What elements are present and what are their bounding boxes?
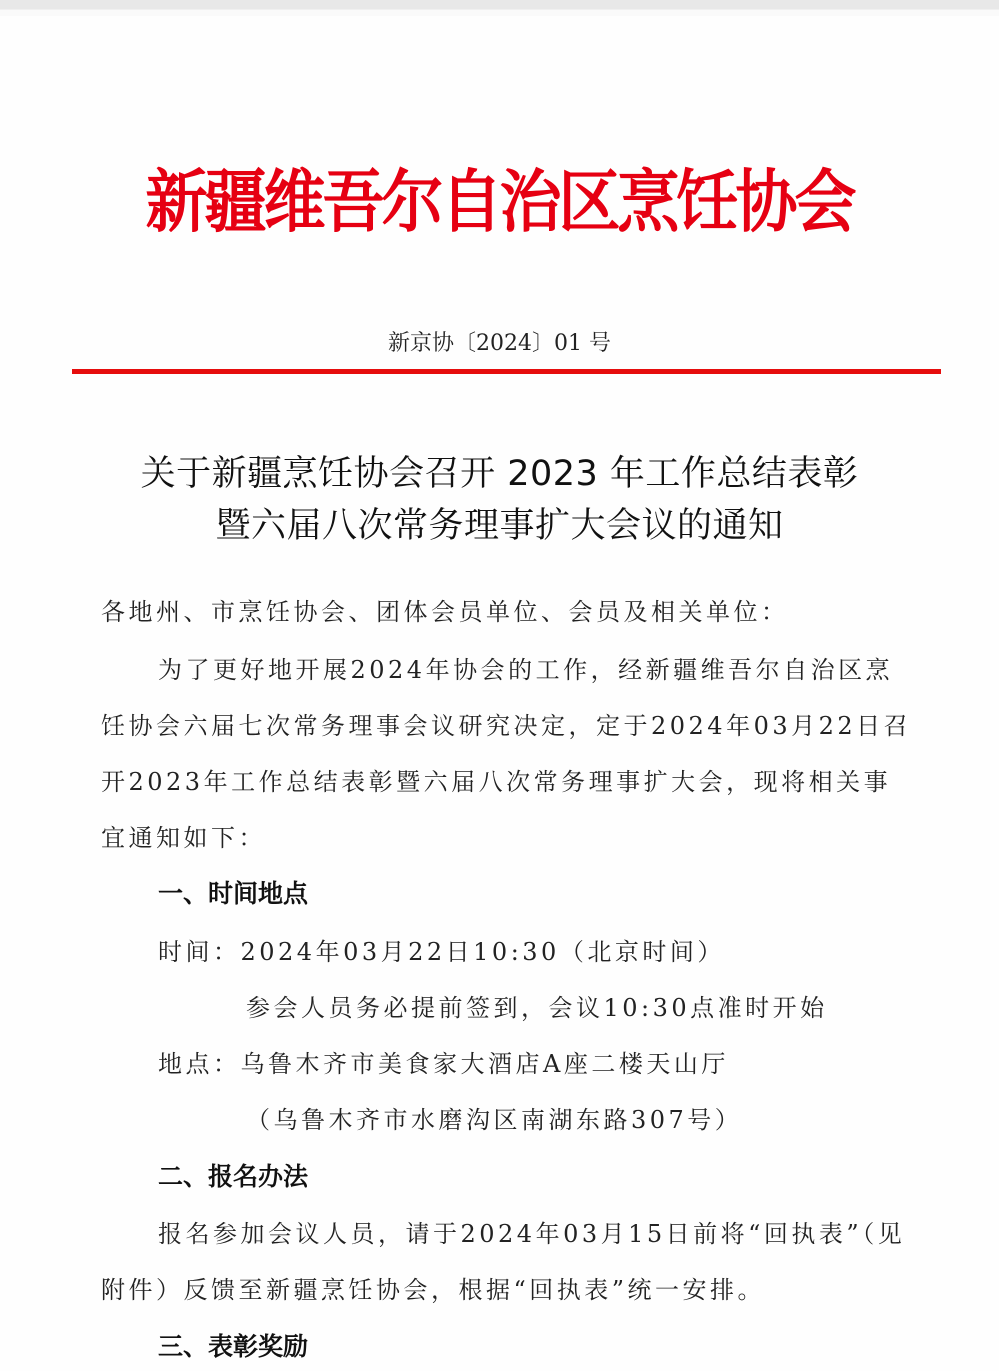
intro-line-4: 宜通知如下：: [101, 824, 266, 852]
section-heading-registration: 二、报名办法: [158, 1162, 309, 1191]
viewer-top-bar: [0, 0, 999, 10]
notice-title-line-2: 暨六届八次常务理事扩大会议的通知: [215, 506, 784, 546]
salutation: 各地州、市烹饪协会、团体会员单位、会员及相关单位：: [101, 598, 789, 626]
meeting-address: （乌鲁木齐市水磨沟区南湖东路307号）: [246, 1106, 743, 1134]
meeting-place: 地点：乌鲁木齐市美食家大酒店A座二楼天山厅: [158, 1050, 729, 1078]
section-heading-time-place: 一、时间地点: [158, 879, 309, 908]
section-heading-awards: 三、表彰奖励: [158, 1332, 309, 1361]
intro-line-2: 饪协会六届七次常务理事会议研究决定，定于2024年03月22日召: [101, 712, 912, 740]
viewer-top-shadow: [0, 10, 999, 16]
meeting-time: 时间：2024年03月22日10:30（北京时间）: [158, 938, 725, 966]
registration-line-1: 报名参加会议人员，请于2024年03月15日前将“回执表”（见: [158, 1220, 906, 1248]
organization-letterhead: 新疆维吾尔自治区烹饪协会: [145, 161, 854, 243]
intro-line-1: 为了更好地开展2024年协会的工作，经新疆维吾尔自治区烹: [158, 656, 894, 684]
red-divider-line: [72, 369, 941, 374]
registration-line-2: 附件）反馈至新疆烹饪协会，根据“回执表”统一安排。: [101, 1276, 766, 1304]
notice-title: [0, 448, 999, 552]
document-number: 新京协〔2024〕01 号: [388, 331, 611, 356]
sign-in-note: 参会人员务必提前签到，会议10:30点准时开始: [246, 994, 828, 1022]
notice-title-line-1: 关于新疆烹饪协会召开 2023 年工作总结表彰: [140, 454, 859, 494]
intro-line-3: 开2023年工作总结表彰暨六届八次常务理事扩大会，现将相关事: [101, 768, 892, 796]
